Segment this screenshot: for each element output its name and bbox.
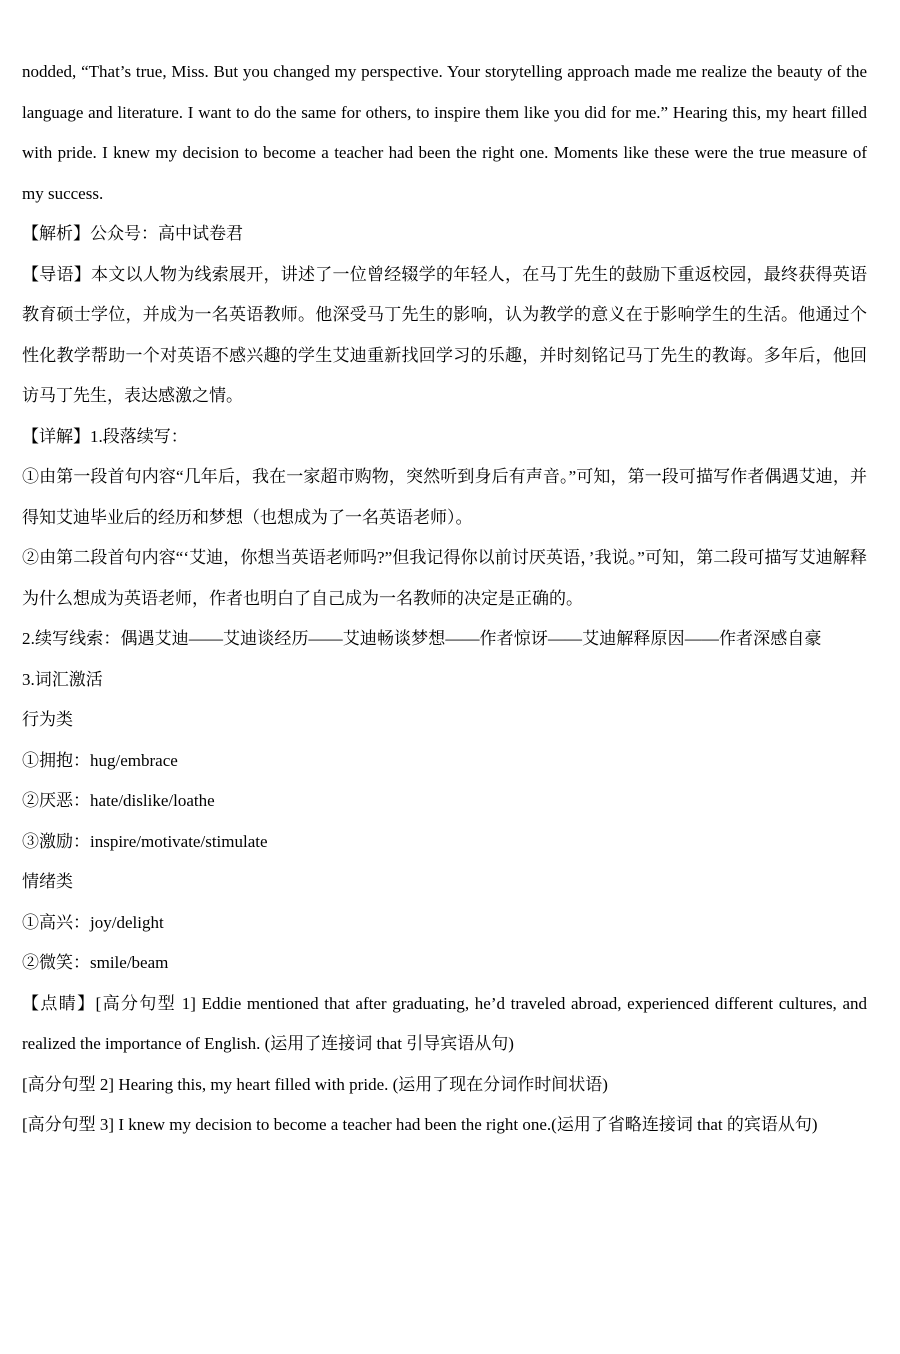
vocab-heading: 3.词汇激活 xyxy=(22,669,103,689)
behavior-item: ③激励：inspire/motivate/stimulate xyxy=(22,831,268,851)
intro-paragraph: 【导语】本文以人物为线索展开，讲述了一位曾经辍学的年轻人，在马丁先生的鼓励下重返校园，最终获得英语教育硕士学位，并成为一名英语教师。他深受马丁先生的影响，认为教学的意义在于影响学生的生活。他通过个性化教学帮助一个对英语不感兴趣的学生艾迪重新找回学习的乐趣，并时刻铭记马丁先生的教诲。多年后，他回访马丁先生，表达感激之情。 xyxy=(22,264,867,405)
behavior-heading: 行为类 xyxy=(22,710,73,729)
highlight-sentence-2: [高分句型 2] Hearing this, my heart filled with pride. (运用了现在分词作时间状语) xyxy=(22,1074,608,1094)
document-page xyxy=(22,52,867,1146)
story-ending-paragraph: nodded, “That’s true, Miss. But you changed my perspective. Your storytelling approach made me realize the beauty of the language and literature. I want to do the same for others, to inspire them like you did for me.” Hearing this, my heart filled with pride. I knew my decision to become a teacher had been the right one. Moments like these were the true measure of my success. xyxy=(22,62,867,203)
highlight-sentence-3: [高分句型 3] I knew my decision to become a teacher had been the right one.(运用了省略连接词 that 的宾语从句) xyxy=(22,1115,818,1134)
emotion-item: ②微笑：smile/beam xyxy=(22,953,169,972)
highlight-sentence-1: 【点睛】[高分句型 1] Eddie mentioned that after graduating, he’d traveled abroad, experienced different cultures, and realized the importance of English. (运用了连接词 that 引导宾语从句) xyxy=(22,993,867,1053)
analysis-label: 【解析】公众号：高中试卷君 xyxy=(22,224,243,243)
emotion-heading: 情绪类 xyxy=(22,872,73,891)
emotion-item: ①高兴：joy/delight xyxy=(22,912,164,932)
detail-point-1: ①由第一段首句内容“几年后，我在一家超市购物，突然听到身后有声音。”可知，第一段可描写作者偶遇艾迪，并得知艾迪毕业后的经历和梦想（也想成为了一名英语老师）。 xyxy=(22,467,867,527)
detail-point-2: ②由第二段首句内容“‘艾迪，你想当英语老师吗?”但我记得你以前讨厌英语，’我说。”可知，第二段可描写艾迪解释为什么想成为英语老师，作者也明白了自己成为一名教师的决定是正确的。 xyxy=(22,548,867,608)
behavior-item: ②厌恶：hate/dislike/loathe xyxy=(22,791,215,810)
detail-heading: 【详解】1.段落续写： xyxy=(22,426,188,446)
writing-clue: 2.续写线索：偶遇艾迪——艾迪谈经历——艾迪畅谈梦想——作者惊讶——艾迪解释原因——作者深感自豪 xyxy=(22,629,822,648)
behavior-item: ①拥抱：hug/embrace xyxy=(22,750,178,770)
